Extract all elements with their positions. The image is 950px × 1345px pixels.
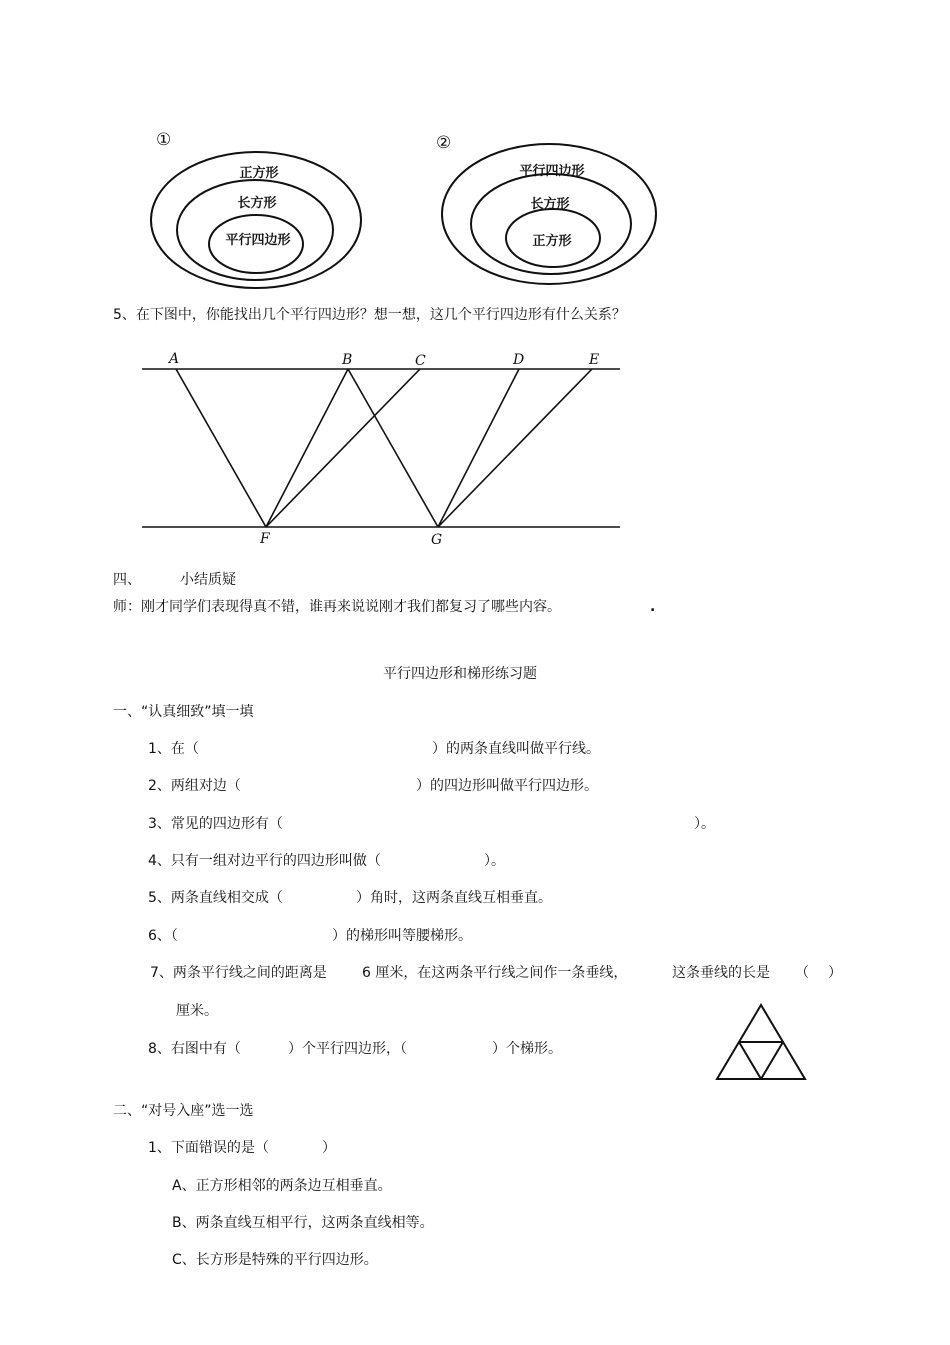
fill-item-7-part-c: 这条垂线的长是 <box>672 965 770 981</box>
fill-item-4-prefix: 4、只有一组对边平行的四边形叫做（ <box>148 853 381 869</box>
option-b: B、两条直线互相平行，这两条直线相等。 <box>172 1215 434 1231</box>
parallel-lines-figure <box>140 345 625 555</box>
fill-item-2-suffix: ）的四边形叫做平行四边形。 <box>416 778 598 794</box>
point-F-label: F <box>260 531 270 547</box>
fill-item-4-suffix: ）。 <box>484 853 505 869</box>
teacher-remark: 师：刚才同学们表现得真不错，谁再来说说刚才我们都复习了哪些内容。 <box>113 599 561 615</box>
fill-item-5-suffix: ）角时，这两条直线互相垂直。 <box>356 890 552 906</box>
option-a: A、正方形相邻的两条边互相垂直。 <box>172 1178 392 1194</box>
fill-item-1-prefix: 1、在（ <box>148 741 199 757</box>
fill-item-5-prefix: 5、两条直线相交成（ <box>148 890 283 906</box>
fill-item-6-suffix: ）的梯形叫等腰梯形。 <box>332 928 472 944</box>
venn-diagram-2 <box>440 142 664 286</box>
fill-item-7-part-a: 7、两条平行线之间的距离是 <box>150 965 327 981</box>
fill-item-8-part-b: ）个平行四边形，（ <box>288 1041 407 1057</box>
venn-diagram-1 <box>146 148 366 290</box>
fill-item-3-suffix: ）。 <box>694 816 715 832</box>
fill-item-7-part-b: 6 厘米，在这两条平行线之间作一条垂线， <box>362 965 628 981</box>
section-four-number: 四、 <box>113 572 141 588</box>
triangle-figure <box>714 1003 810 1083</box>
point-D-label: D <box>513 352 525 368</box>
point-A-label: A <box>169 351 180 367</box>
fill-item-3-prefix: 3、常见的四边形有（ <box>148 816 283 832</box>
diagram-1-marker: ① <box>156 130 172 150</box>
venn-2-middle-label: 长方形 <box>530 197 570 212</box>
part2-heading: 二、“对号入座”选一选 <box>113 1103 254 1119</box>
point-B-label: B <box>342 352 353 368</box>
venn-1-middle-label: 长方形 <box>237 196 277 211</box>
option-c: C、长方形是特殊的平行四边形。 <box>172 1252 378 1268</box>
fill-item-8-part-c: ）个梯形。 <box>492 1041 562 1057</box>
fill-item-2-prefix: 2、两组对边（ <box>148 778 241 794</box>
point-E-label: E <box>589 352 600 368</box>
fill-item-8-part-a: 8、右图中有（ <box>148 1041 241 1057</box>
fill-item-1-suffix: ）的两条直线叫做平行线。 <box>432 741 600 757</box>
diagram-2-marker: ② <box>436 133 452 153</box>
exercise-title: 平行四边形和梯形练习题 <box>383 666 537 682</box>
venn-2-inner-label: 正方形 <box>532 234 572 249</box>
fill-item-6-prefix: 6、（ <box>148 928 178 944</box>
point-G-label: G <box>431 532 443 548</box>
teacher-remark-dot: . <box>650 599 656 615</box>
section-four-title: 小结质疑 <box>180 572 236 588</box>
fill-item-7-open-paren: （ <box>795 965 809 981</box>
question-5: 5、在下图中，你能找出几个平行四边形？想一想，这几个平行四边形有什么关系？ <box>113 307 626 323</box>
choice-q1-suffix: ） <box>322 1140 336 1156</box>
venn-1-inner-label: 平行四边形 <box>225 233 291 248</box>
point-C-label: C <box>415 353 426 369</box>
choice-q1-prefix: 1、下面错误的是（ <box>148 1140 269 1156</box>
part1-heading: 一、“认真细致”填一填 <box>113 704 254 720</box>
venn-1-outer-label: 正方形 <box>239 166 279 181</box>
fill-item-7-close-paren: ） <box>828 965 842 981</box>
venn-2-outer-label: 平行四边形 <box>519 164 585 179</box>
fill-item-7-line2: 厘米。 <box>176 1003 218 1019</box>
